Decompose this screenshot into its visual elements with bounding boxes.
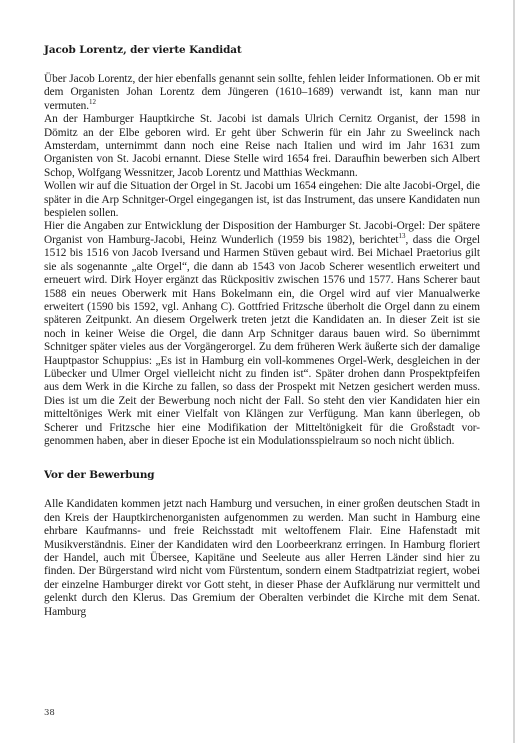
page-content <box>44 43 480 619</box>
section-spacer <box>44 448 480 468</box>
paragraph-cernitz: An der Hamburger Hauptkirche St. Jacobi ist damals Ulrich Cernitz Organist, der 1598 in Dömitz an der Elbe geboren wird. Er geht über Schwerin für ein Jahr zu Sweelinck nach Amsterdam, unternimmt dann noch eine Reise nach Italien und wird im Jahr 1631 zum Organisten von St. Jacobi ernannt. Diese Stelle wird 1654 frei. Daraufhin bewerben sich Albert Schop, Wolfgang Wessnitzer, Jacob Lorentz und Matthias Weckmann. <box>44 113 480 179</box>
paragraph-hamburg: Alle Kandidaten kommen jetzt nach Hamburg und versuchen, in einer großen deutschen Stadt in den Kreis der Hauptkirchenorganisten aufgenommen zu werden. Man sucht in Hamburg eine ehrbare Kaufmanns- und freie Reichsstadt mit weltoffenem Flair. Eine Hafenstadt mit Musikverständnis. Einer der Kandidaten wird den Loorbeerkranz erringen. In Hamburg floriert der Handel, auch mit Übersee, Kapitäne und Seeleute aus aller Herren Länder sind hier zu finden. Der Bürgerstand wird nicht vom Fürstentum, sondern einem Stadtpatriziat regiert, wobei der einzelne Hamburger direkt vor Gott steht, in dieser Phase der Aufklärung nur vermittelt und gelenkt durch den Klerus. Das Gremium der Oberalten verbindet die Kirche mit dem Senat. Hamburg <box>44 498 480 618</box>
footnote-ref[interactable]: 13 <box>398 232 406 241</box>
paragraph-lorentz-intro <box>44 73 480 113</box>
paragraph-text: Hier die Angaben zur Entwicklung der Disposition der Hamburger St. Jacobi-Orgel: Der spätere Organist von Hamburg-Jacobi, Heinz Wunderlich (1959 bis 1982), berichtet <box>44 220 480 246</box>
page-edge-rule <box>513 0 515 743</box>
paragraph-text: Über Jacob Lorentz, der hier ebenfalls genannt sein sollte, fehlen leider Informationen. Ob er mit dem Organisten Johan Lorentz dem Jüngeren (1610–1689) verwandt ist, kann man nur vermuten. <box>44 73 480 112</box>
section-heading-vor-der-bewerbung: Vor der Bewerbung <box>44 469 155 482</box>
paragraph-text: , dass die Orgel 1512 bis 1516 von Jacob Iversand und Harmen Stüven gebaut wird. Bei Michael Praetorius gilt sie als sogenannte „alte Orgel“, die dann ab 1543 von Jacob Scherer wesentlich erweitert und erneuert wird. Dirk Hoyer ergänzt das Rückpositiv zwischen 1576 und 1577. Hans Scherer baut 1588 ein neues Oberwerk mit Hans Bokelmann ein, die Orgel wird auf vier Manualwerke erweitert (1590 bis 1592, vgl. Anhang C). Gottfried Fritzsche überholt die Orgel dann zu einem späteren Zeitpunkt. An diesem Orgelwerk treten jetzt die Kandidaten an. In dieser Zeit ist sie noch in keiner Weise die Orgel, die dann Arp Schnitger daraus bauen wird. So übernimmt Schnitger später vieles aus der Vorgängerorgel. Zu dem früheren Werk äußerte sich der damalige Hauptpastor Schuppius: „Es ist in Hamburg ein voll-kommenes Orgel-Werk, desgleichen in der Lübecker und Ulmer Orgel vielleicht nicht zu finden ist“. Später drohen dann Prospektpfeifen aus dem Werk in die Kirche zu fallen, so dass der Prospekt mit Netzen gesichert werden muss. Dies ist um die Zeit der Bewerbung noch nicht der Fall. So steht den vier Kandidaten hier ein mitteltöniges Werk mit einer Vielfalt von Klängen zur Verfügung. Man kann überlegen, ob Scherer und Fritzsche hier eine Modifikation der Mitteltönigkeit für die Großstadt vor-genommen haben, aber in dieser Epoche ist ein Modulationsspielraum so noch nicht üblich. <box>44 233 480 447</box>
section-heading-lorentz: Jacob Lorentz, der vierte Kandidat <box>44 44 242 56</box>
page-number: 38 <box>44 708 55 718</box>
paragraph-organ-situation: Wollen wir auf die Situation der Orgel in St. Jacobi um 1654 eingehen: Die alte Jacobi-Orgel, die später in die Arp Schnitger-Orgel eingegangen ist, ist das Instrument, das unsere Kandidaten nun bespielen sollen. <box>44 180 480 220</box>
paragraph-disposition <box>44 220 480 448</box>
footnote-ref[interactable]: 12 <box>89 98 96 107</box>
